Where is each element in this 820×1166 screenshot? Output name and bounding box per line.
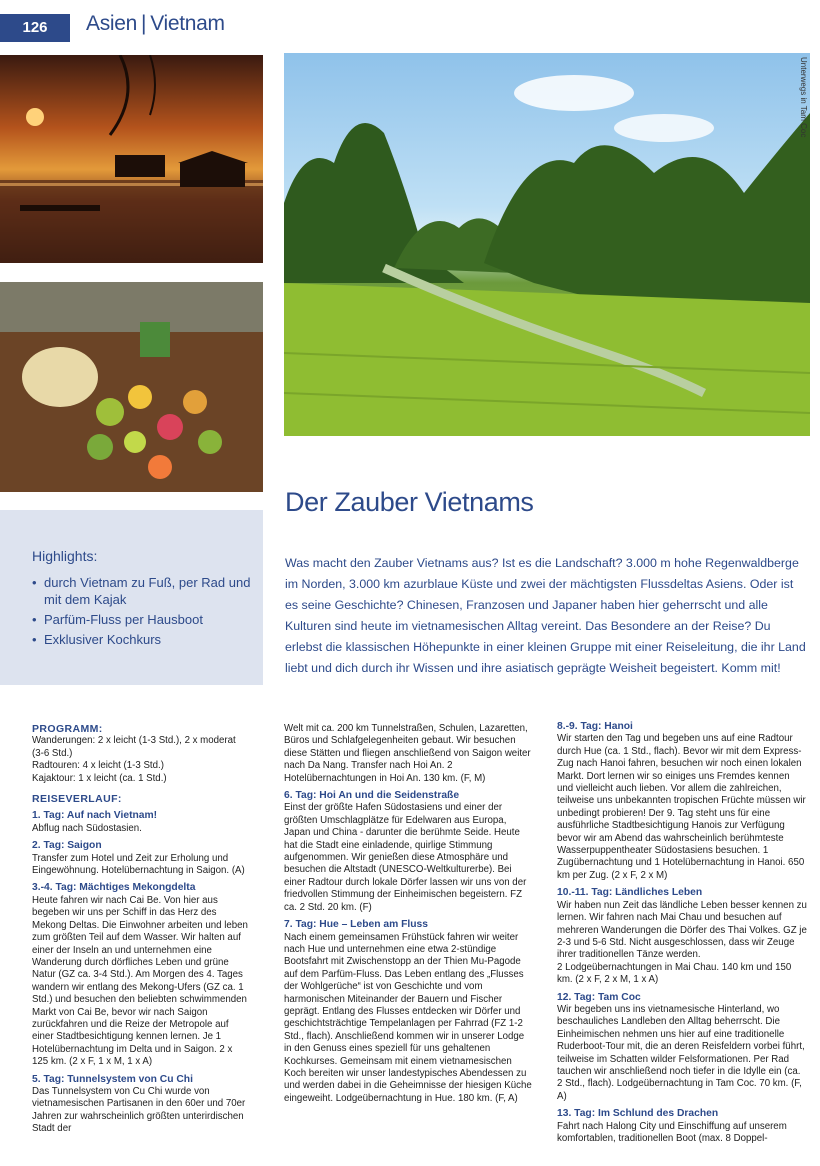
highlight-item: • Parfüm-Fluss per Hausboot bbox=[32, 611, 254, 628]
article-intro: Was macht den Zauber Vietnams aus? Ist es die Landschaft? 3.000 m hohe Regenwaldberge im Norden, 3.000 km azurblaue Küste und zwei der mächtigsten Flussdeltas Asiens. Oder ist es seine Geschichte? Chinesen, Franzosen und Japaner haben hier geherrscht und alle Kulturen sind heute im vietnamesischen Alltag vereint. Das Besondere an der Reise? Du erlebst die klassischen Höhepunkte in einer kleinen Gruppe mit einer Reiseleitung, die ihr Land liebt und dich durch ihr Wissen und ihre asiatisch geprägte Weisheit begeistert. Komm mit! bbox=[285, 556, 806, 675]
day-text: Fahrt nach Halong City und Einschiffung auf unserem komfortablen, traditionellen Boot (max. 8 Doppel- bbox=[557, 1120, 787, 1144]
day-text: Das Tunnelsystem von Cu Chi wurde von vietnamesischen Partisanen in den 60er und 70er Jahren zur wahrscheinlich größten unterirdischen Stadt der bbox=[32, 1085, 246, 1135]
day-title: 8.-9. Tag: Hanoi bbox=[557, 721, 633, 732]
program-column-3 bbox=[557, 721, 807, 1145]
program-column-2 bbox=[284, 723, 534, 1105]
day-text: Heute fahren wir nach Cai Be. Von hier aus begeben wir uns per Schiff in das Herz des Mekong Deltas. Die Einwohner arbeiten und leben zum größten Teil auf dem Wasser. Wir halten auf einer der Inseln an und unternehmen eine Wanderung durch dörfliches Leben und grüne Natur (GZ ca. 3-4 Std.). Am Morgen des 4. Tages wandern wir entlang des Mekong-Ufers (GZ ca. 1 Std.) und besuchen den beliebten schwimmenden Markt von Cai Be, bevor wir nach Saigon zurückfahren und die Reize der Metropole auf einer Stadtbesichtigung kennen lernen. Je 1 Hotelübernachtung im Delta und in Saigon. 2 x 125 km. (2 x F, 1 x M, 1 x A) bbox=[32, 894, 248, 1068]
programm-label: PROGRAMM: bbox=[32, 723, 103, 735]
day-title: 10.-11. Tag: Ländliches Leben bbox=[557, 887, 703, 899]
day-title: 6. Tag: Hoi An und die Seidenstraße bbox=[284, 790, 460, 802]
reiseverlauf-label: REISEVERLAUF: bbox=[32, 793, 122, 806]
day-text: Wir haben nun Zeit das ländliche Leben besser kennen zu lernen. Wir fahren nach Mai Chau und besuchen auf mehreren Wanderungen die Dörfer des Thai Volkes. GZ je 2-3 und 5-6 Std. Nicht ausgeschlossen, dass wir Zeuge ihrer traditionellen Tänze werden. bbox=[557, 899, 807, 961]
program-column-1 bbox=[32, 721, 250, 1136]
sunset-river-photo bbox=[0, 55, 263, 263]
day-text: Wir begeben uns ins vietnamesische Hinterland, wo beschauliches Landleben den Alltag beherrscht. Die Einheimischen nehmen uns hier auf eine traditionelle Ruderboot-Tour mit, die an deren Reisfeldern vorbei führt, teilweise im Schatten wilder Felsformationen. Per Rad tauchen wir anschließend noch tiefer in die Idylle ein (ca. 2 Std., flach). Lodgeübernachtung in Tam Coc. 70 km. (F, A) bbox=[557, 1003, 805, 1102]
sunset-illustration bbox=[0, 55, 263, 263]
day-text: Einst der größte Hafen Südostasiens und einer der größten Umschlagplätze für Edelwaren aus Europa, Japan und China - darunter die berühmte Seide. Heute hat die Stadt eine einladende, quirlige Stimmung aufgenommen. Wir genießen diese Atmosphäre und besuchen die Altstadt (UNESCO-Weltkulturerbe). Bei einer Radtour durch lokale Dörfer lassen wir uns von der friedvollen Stimmung der Einheimischen begeistern. FZ ca. 2 Std. 20 km. (F) bbox=[284, 802, 527, 913]
article-title: Der Zauber Vietnams bbox=[285, 487, 534, 517]
market-illustration bbox=[0, 282, 263, 492]
programm-line: Kajaktour: 1 x leicht (ca. 1 Std.) bbox=[32, 772, 167, 784]
day-text: Welt mit ca. 200 km Tunnelstraßen, Schulen, Lazaretten, Büros und Schlafgelegenheiten gebaut. Wir besuchen diese Stätten und fliegen anschließend von Saigon weiter nach Da Nang. Transfer nach Hoi An. 2 Hotelübernachtungen in Hoi An. 130 km. (F, M) bbox=[284, 723, 531, 784]
day-text: Abflug nach Südostasien. bbox=[32, 822, 142, 834]
day-title: 5. Tag: Tunnelsystem von Cu Chi bbox=[32, 1073, 193, 1085]
programm-line: Radtouren: 4 x leicht (1-3 Std.) bbox=[32, 760, 164, 772]
day-title: 1. Tag: Auf nach Vietnam! bbox=[32, 810, 158, 822]
photo-credit: Unterwegs in Tam Coc bbox=[799, 57, 808, 138]
section-separator: | bbox=[141, 12, 147, 35]
page-number: 126 bbox=[0, 14, 70, 42]
day-text: Nach einem gemeinsamen Frühstück fahren wir weiter nach Hue und unternehmen eine etwa 2-stündige Bootsfahrt mit Zwischenstopp an der Thien Mu-Pagode auf dem Parfüm-Fluss. Das Leben entlang des „Flusses der Wohlgerüche“ ist von Geschichte und vom harmonischen Miteinander der Bauern und Fischer geprägt. Entlang des Flusses entdecken wir Dörfer und geschichtsträchtige Tempelanlagen per Fahrrad (FZ 1-2 Std., flach). Anschließend kommen wir in unserer Lodge in den Genuss eines speziell für uns gehaltenen Kochkurses. Gemeinsam mit einem vietnamesischen Koch bereiten wir unser landestypisches Abendessen zu und werden dabei in die Geheimnisse der hiesigen Küche eingeweiht. Lodgeübernachtung in Hue. 180 km. (F, A) bbox=[284, 931, 532, 1104]
subsection-name: Vietnam bbox=[150, 12, 225, 35]
highlight-item: • Exklusiver Kochkurs bbox=[32, 631, 254, 648]
programm-line: Wanderungen: 2 x leicht (1-3 Std.), 2 x moderat (3-6 Std.) bbox=[32, 735, 236, 759]
day-title: 12. Tag: Tam Coc bbox=[557, 991, 641, 1003]
floating-market-photo bbox=[0, 282, 263, 492]
day-text: Wir starten den Tag und begeben uns auf eine Radtour durch Hue (ca. 1 Std., flach). Bevor wir mit dem Express-Zug nach Hanoi fahren, besuchen wir noch einen lokalen Markt. Dort lernen wir so einiges uns Fremdes kennen und vielleicht auch lieben. Vor allem die zahlreichen, teilweise uns unbekannten tropischen Früchte müssen wir unbedingt probieren! Der 9. Tag steht uns für eine ausführliche Stadtbesichtigung Hanois zur Verfügung bevor wir am Abend das wahrscheinlich berühmteste Wasserpuppentheater Südostasiens besuchen. 1 Zugübernachtung und 1 Hotelübernachtung in Hanoi. 650 km per Zug. (2 x F, 2 x M) bbox=[557, 733, 806, 881]
section-header bbox=[86, 12, 225, 36]
day-title: 7. Tag: Hue – Leben am Fluss bbox=[284, 919, 429, 931]
day-text: Transfer zum Hotel und Zeit zur Erholung und Eingewöhnung. Hotelübernachtung in Saigon. (A) bbox=[32, 852, 245, 877]
highlights-list bbox=[32, 574, 254, 651]
day-title: 13. Tag: Im Schlund des Drachen bbox=[557, 1108, 719, 1120]
highlights-title: Highlights: bbox=[32, 548, 98, 564]
day-title: 3.-4. Tag: Mächtiges Mekongdelta bbox=[32, 882, 196, 894]
day-title: 2. Tag: Saigon bbox=[32, 840, 102, 852]
tam-coc-landscape-photo bbox=[284, 53, 810, 436]
day-text: 2 Lodgeübernachtungen in Mai Chau. 140 km und 150 km. (2 x F, 2 x M, 1 x A) bbox=[557, 961, 792, 986]
highlight-item: • durch Vietnam zu Fuß, per Rad und mit dem Kajak bbox=[32, 574, 254, 608]
section-name: Asien bbox=[86, 12, 138, 35]
landscape-illustration bbox=[284, 53, 810, 436]
